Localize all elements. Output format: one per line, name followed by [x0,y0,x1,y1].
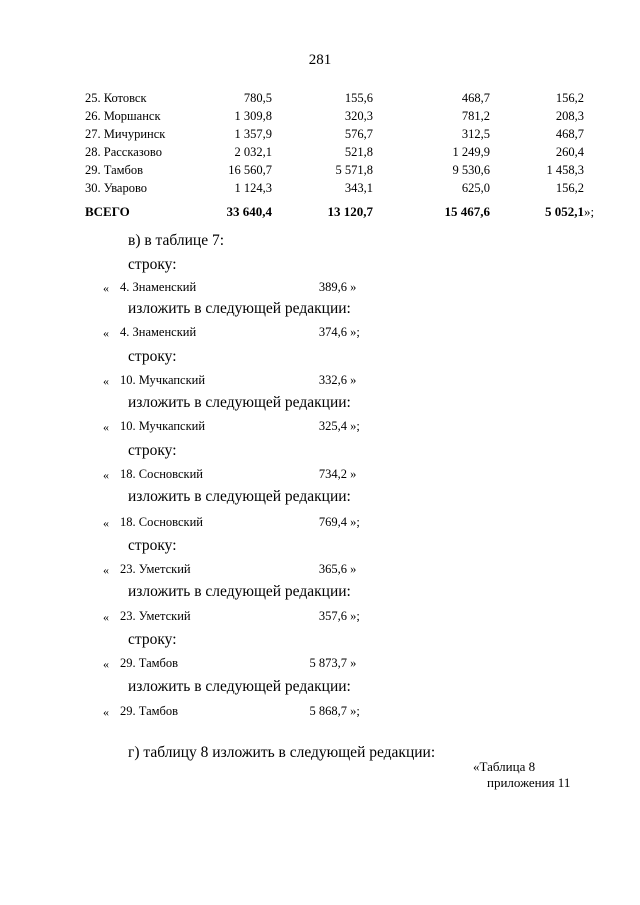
close-quote: » [350,467,357,481]
row-value: 2 032,1 [234,145,272,159]
open-quote: « [103,657,109,671]
open-quote: « [103,563,109,577]
amendment-old-value [230,562,357,577]
total-value-number: 5 052,1 [545,204,584,219]
close-quote: » [350,562,357,576]
new-value-number: 374,6 [318,325,347,339]
close-quote: »; [350,515,360,529]
amendment-name: 29. Тамбов [120,656,179,670]
close-quote: »; [350,325,360,339]
row-value: 576,7 [344,127,373,141]
row-value: 468,7 [461,91,490,105]
open-quote: « [103,374,109,388]
row-value: 156,2 [555,91,584,105]
row-value: 521,8 [344,145,373,159]
amendment-name: 18. Сосновский [120,467,203,481]
amendment-old-value [230,280,357,295]
close-quote: » [350,280,357,294]
amendment-new-value [230,704,360,719]
open-quote: « [103,326,109,340]
total-value [545,204,595,220]
amendment-old-value [230,656,357,671]
row-value: 155,6 [344,91,373,105]
row-value: 156,2 [555,181,584,195]
row-name: 26. Моршанск [85,109,161,123]
row-value: 1 458,3 [546,163,584,177]
row-label: строку: [128,256,177,273]
amendment-name: 18. Сосновский [120,515,203,529]
row-name: 30. Уварово [85,181,148,195]
table-caption-line2: приложения 11 [487,775,571,790]
row-value: 208,3 [555,109,584,123]
old-value-number: 734,2 [318,467,347,481]
row-value: 9 530,6 [452,163,490,177]
old-value-number: 332,6 [318,373,347,387]
row-value: 781,2 [461,109,490,123]
amendment-name: 23. Уметский [120,609,191,623]
row-value: 320,3 [344,109,373,123]
old-value-number: 5 873,7 [309,656,347,670]
row-value: 312,5 [461,127,490,141]
open-quote: « [103,281,109,295]
page-number: 281 [308,52,332,68]
open-quote: « [103,610,109,624]
row-label: строку: [128,631,177,648]
amendment-name: 23. Уметский [120,562,191,576]
open-quote: « [103,516,109,530]
amendment-name: 10. Мучкапский [120,373,206,387]
row-value: 625,0 [461,181,490,195]
row-value: 1 309,8 [234,109,272,123]
close-quote: »; [350,609,360,623]
row-value: 16 560,7 [228,163,272,177]
edit-label: изложить в следующей редакции: [128,678,351,695]
amendment-old-value [230,373,357,388]
edit-label: изложить в следующей редакции: [128,488,351,505]
row-name: 29. Тамбов [85,163,144,177]
new-value-number: 769,4 [318,515,347,529]
row-name: 25. Котовск [85,91,147,105]
new-value-number: 357,6 [318,609,347,623]
total-value: 33 640,4 [226,204,272,219]
close-quote: » [350,373,357,387]
new-value-number: 5 868,7 [309,704,347,718]
amendment-new-value [230,609,360,624]
table-caption-line1: «Таблица 8 [473,759,536,774]
total-value: 15 467,6 [444,204,490,219]
close-quote: » [350,656,357,670]
edit-label: изложить в следующей редакции: [128,583,351,600]
amendment-name: 4. Знаменский [120,325,197,339]
closing-quote: »; [584,204,595,219]
old-value-number: 389,6 [318,280,347,294]
amendment-name: 29. Тамбов [120,704,179,718]
edit-label: изложить в следующей редакции: [128,394,351,411]
amendment-old-value [230,467,357,482]
old-value-number: 365,6 [318,562,347,576]
row-label: строку: [128,442,177,459]
open-quote: « [103,468,109,482]
row-label: строку: [128,537,177,554]
row-value: 1 249,9 [452,145,490,159]
row-value: 780,5 [243,91,272,105]
row-value: 1 124,3 [234,181,272,195]
open-quote: « [103,705,109,719]
row-label: строку: [128,348,177,365]
close-quote: »; [350,419,360,433]
amendment-new-value [230,419,360,434]
section-heading: в) в таблице 7: [128,232,225,249]
section-heading: г) таблицу 8 изложить в следующей редакции: [128,744,436,761]
row-value: 5 571,8 [335,163,373,177]
amendment-new-value [230,515,360,530]
amendment-name: 10. Мучкапский [120,419,206,433]
row-value: 468,7 [555,127,584,141]
row-value: 343,1 [344,181,373,195]
row-name: 27. Мичуринск [85,127,166,141]
total-label: ВСЕГО [85,204,130,219]
open-quote: « [103,420,109,434]
row-name: 28. Рассказово [85,145,162,159]
amendment-name: 4. Знаменский [120,280,197,294]
total-value: 13 120,7 [327,204,373,219]
row-value: 260,4 [555,145,584,159]
amendment-new-value [230,325,360,340]
new-value-number: 325,4 [318,419,347,433]
close-quote: »; [350,704,360,718]
edit-label: изложить в следующей редакции: [128,300,351,317]
row-value: 1 357,9 [234,127,272,141]
